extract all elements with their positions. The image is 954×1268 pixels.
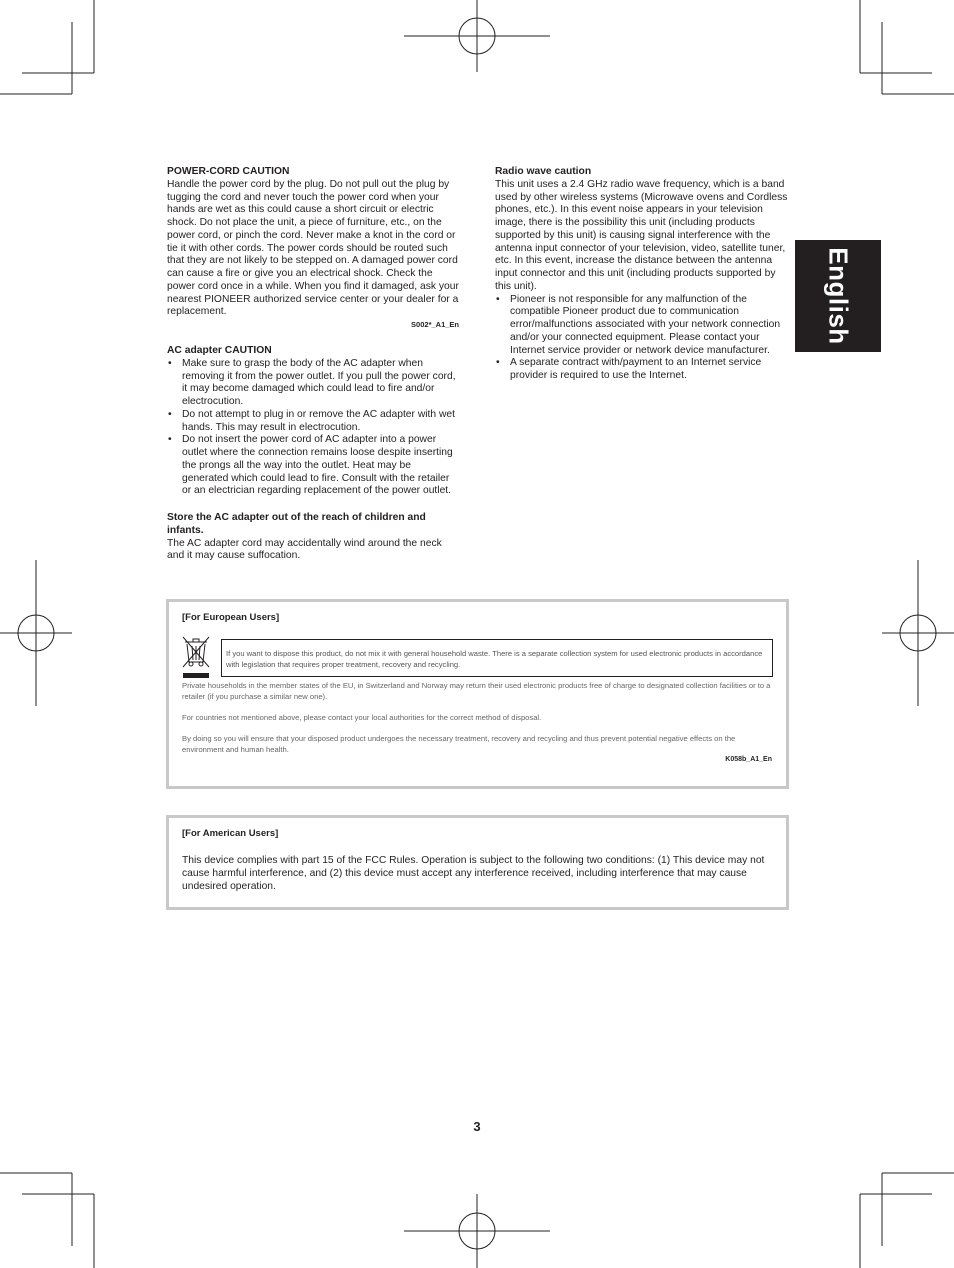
european-users-heading: [For European Users] (182, 612, 280, 623)
language-tab-label: English (823, 247, 854, 345)
ac-adapter-bullet: • Make sure to grasp the body of the AC adapter when removing it from the power outlet. If you pull the power cord, it may become damaged which could lead to fire and/or electrocution. (168, 357, 456, 407)
ac-adapter-heading: AC adapter CAUTION (167, 345, 272, 356)
power-cord-body: Handle the power cord by the plug. Do not pull out the plug by tugging the cord and never touch the power cord when your hands are wet as this could cause a short circuit or electric shock. Do not place the unit, a piece of furniture, etc., on the power cord, or pinch the cord. Never make a knot in the cord or tie it with other cords. The power cords should be routed such that they are not likely to be stepped on. A damaged power cord can cause a fire or give you an electrical shock. Check the power cord once in a while. When you find it damaged, ask your nearest PIONEER authorized service center or your dealer for a replacement. (167, 178, 459, 318)
radio-heading: Radio wave caution (495, 166, 592, 177)
eu-code: K058b_A1_En (725, 756, 772, 763)
page-number: 3 (473, 1119, 481, 1134)
american-users-box (166, 815, 789, 910)
fcc-statement: This device complies with part 15 of the FCC Rules. Operation is subject to the following two conditions: (1) This device may not cause harmful interference, and (2) this device must accept any interference received, including interference that may cause undesired operation. (182, 855, 765, 892)
radio-bullet: • A separate contract with/payment to an Internet service provider is required to use the Internet. (496, 357, 762, 381)
radio-bullet: • Pioneer is not responsible for any malfunction of the compatible Pioneer product due to communication error/malfunctions associated with your network connection and/or your connected equipment. Please contact your Internet service provider or network device manufacturer. (496, 293, 781, 356)
power-cord-code: S002*_A1_En (411, 320, 459, 329)
eu-paragraph-1: Private households in the member states of the EU, in Switzerland and Norway may return their used electronic products free of charge to designated collection facilities or to a retailer (if you purchase a similar new one). (182, 681, 771, 701)
american-users-heading: [For American Users] (182, 828, 279, 839)
eu-paragraph-2: For countries not mentioned above, please contact your local authorities for the correct method of disposal. (182, 713, 542, 722)
disposal-notice-box: If you want to dispose this product, do not mix it with general household waste. There is a separate collection system for used electronic products in accordance with legislation that requires proper treatment, recovery and recycling. (221, 639, 773, 677)
language-tab (795, 240, 881, 352)
left-column (167, 166, 459, 563)
crossed-out-wheelie-bin-icon (182, 636, 210, 680)
radio-body: This unit uses a 2.4 GHz radio wave frequency, which is a band used by other wireless systems (Microwave ovens and Cordless phones, etc.). In this event noise appears in your television image, there is the possibility this unit (including products supported by this unit) is causing signal interference with the antenna input connector of your television, video, satellite tuner, etc. In this event, increase the distance between the antenna input connector and this unit (including products supported by this unit). (495, 178, 788, 292)
power-cord-heading: POWER-CORD CAUTION (167, 166, 290, 177)
store-heading: Store the AC adapter out of the reach of children and infants. (167, 512, 426, 536)
eu-paragraph-3: By doing so you will ensure that your disposed product undergoes the necessary treatment, recovery and recycling and thus prevent potential negative effects on the environment and human health. (182, 734, 736, 754)
right-column (495, 166, 788, 383)
european-users-box (166, 599, 789, 789)
store-body: The AC adapter cord may accidentally wind around the neck and it may cause suffocation. (167, 537, 442, 562)
ac-adapter-bullet: • Do not insert the power cord of AC adapter into a power outlet where the connection remains loose despite inserting the prongs all the way into the outlet. Heat may be generated which could lead to fire. Consult with the retailer or an electrician regarding replacement of the power outlet. (168, 434, 453, 497)
ac-adapter-bullet: • Do not attempt to plug in or remove the AC adapter with wet hands. This may result in electrocution. (168, 408, 456, 433)
